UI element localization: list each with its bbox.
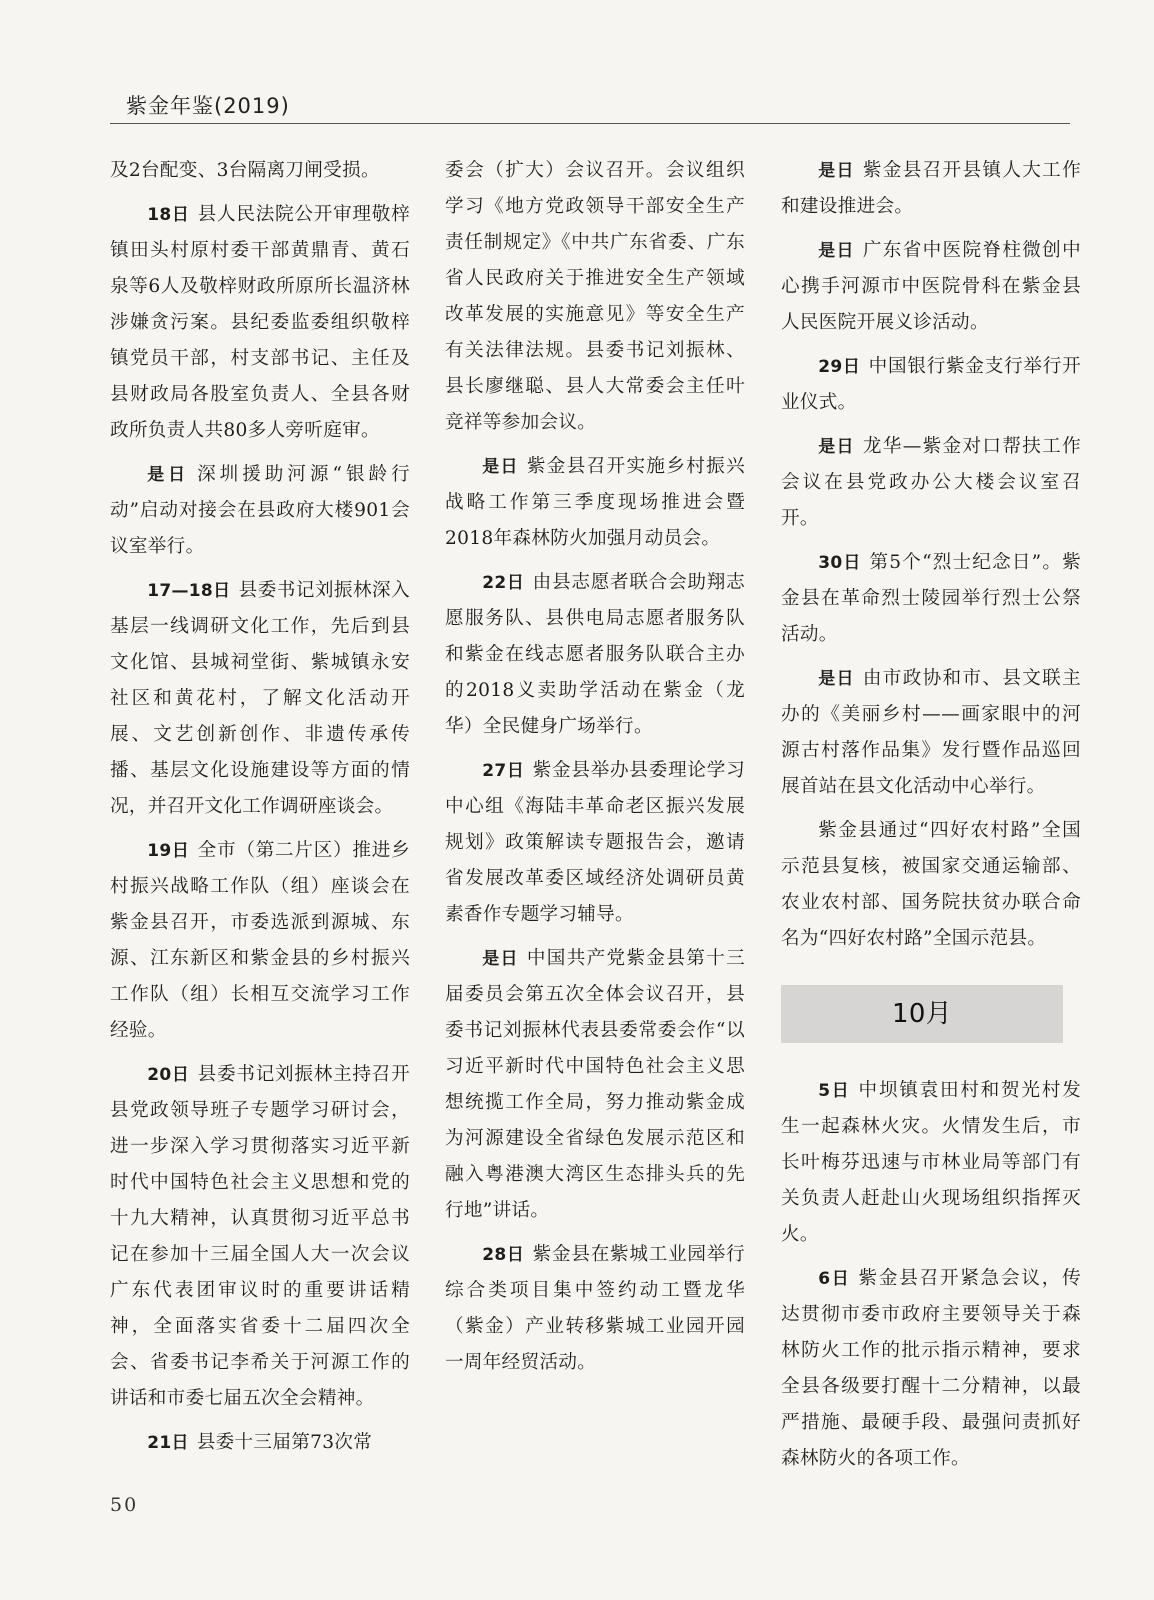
- entry-paragraph: [445, 565, 745, 745]
- entry-text: 紫金县召开县镇人大工作和建设推进会。: [781, 160, 1081, 217]
- entry-date: 是日: [482, 457, 519, 477]
- entry-paragraph: [110, 1057, 410, 1417]
- entry-paragraph: [110, 1425, 410, 1461]
- entry-paragraph: [110, 833, 410, 1049]
- entry-text: 县委书记刘振林深入基层一线调研文化工作，先后到县文化馆、县城祠堂街、紫城镇永安社区和黄花村，了解文化活动开展、文艺创新创作、非遗传承传播、基层文化设施建设等方面的情况，并召开文化工作调研座谈会。: [110, 580, 410, 817]
- entry-text: 县人民法院公开审理敬梓镇田头村原村委干部黄鼎青、黄石泉等6人及敬梓财政所原所长温济林涉嫌贪污案。县纪委监委组织敬梓镇党员干部，村支部书记、主任及县财政局各股室负责人、全县各财政所负责人共80多人旁听庭审。: [110, 204, 410, 441]
- entry-date: 5日: [818, 1081, 851, 1101]
- entry-paragraph: [781, 349, 1081, 421]
- entry-date: 17—18日: [147, 581, 231, 601]
- entry-date: 27日: [482, 761, 525, 781]
- entry-date: 是日: [818, 241, 855, 261]
- entry-paragraph: [781, 813, 1081, 957]
- entry-paragraph: [781, 661, 1081, 805]
- entry-paragraph: [781, 233, 1081, 341]
- entry-date: 19日: [147, 841, 190, 861]
- entry-text: 紫金县召开实施乡村振兴战略工作第三季度现场推进会暨2018年森林防火加强月动员会。: [445, 456, 745, 549]
- entry-paragraph: [781, 153, 1081, 225]
- entry-date: 21日: [147, 1433, 189, 1453]
- entry-text: 由市政协和市、县文联主办的《美丽乡村——画家眼中的河源古村落作品集》发行暨作品巡回展首站在县文化活动中心举行。: [781, 668, 1081, 797]
- entry-text: 广东省中医院脊柱微创中心携手河源市中医院骨科在紫金县人民医院开展义诊活动。: [781, 240, 1081, 333]
- column-2: [445, 153, 745, 1389]
- entry-text: 紫金县召开紧急会议，传达贯彻市委市政府主要领导关于森林防火工作的批示指示精神，要求全县各级要打醒十二分精神，以最严措施、最硬手段、最强问责抓好森林防火的各项工作。: [781, 1268, 1081, 1469]
- entry-paragraph: [110, 153, 410, 189]
- entry-text: 中坝镇袁田村和贺光村发生一起森林火灾。火情发生后，市长叶梅芬迅速与市林业局等部门有关负责人赶赴山火现场组织指挥灭火。: [781, 1080, 1081, 1245]
- column-3: [781, 153, 1081, 1485]
- entry-paragraph: [781, 429, 1081, 537]
- entry-date: 是日: [818, 161, 855, 181]
- entry-paragraph: [110, 573, 410, 825]
- entry-date: 是日: [147, 465, 190, 485]
- entry-date: 30日: [818, 553, 862, 573]
- entry-paragraph: [110, 457, 410, 565]
- entry-paragraph: [445, 753, 745, 933]
- entry-text: 中国共产党紫金县第十三届委员会第五次全体会议召开，县委书记刘振林代表县委常委会作“以习近平新时代中国特色社会主义思想统揽工作全局，努力推动紫金成为河源建设全省绿色发展示范区和融入粤港澳大湾区生态排头兵的先行地”讲话。: [445, 948, 745, 1221]
- entry-date: 20日: [147, 1065, 190, 1085]
- entry-text: 及2台配变、3台隔离刀闸受损。: [110, 160, 380, 181]
- entry-paragraph: [110, 197, 410, 449]
- entry-text: 县委十三届第73次常: [196, 1432, 373, 1453]
- entry-text: 龙华—紫金对口帮扶工作会议在县党政办公大楼会议室召开。: [781, 436, 1081, 529]
- entry-paragraph: [781, 545, 1081, 653]
- entry-date: 28日: [482, 1245, 525, 1265]
- entry-text: 紫金县在紫城工业园举行综合类项目集中签约动工暨龙华（紫金）产业转移紫城工业园开园一周年经贸活动。: [445, 1244, 745, 1373]
- entry-text: 委会（扩大）会议召开。会议组织学习《地方党政领导干部安全生产责任制规定》《中共广东省委、广东省人民政府关于推进安全生产领域改革发展的实施意见》等安全生产有关法律法规。县委书记刘振林、县长廖继聪、县人大常委会主任叶竞祥等参加会议。: [445, 160, 745, 433]
- entry-paragraph: [445, 1237, 745, 1381]
- entry-text: 县委书记刘振林主持召开县党政领导班子专题学习研讨会，进一步深入学习贯彻落实习近平新时代中国特色社会主义思想和党的十九大精神，认真贯彻习近平总书记在参加十三届全国人大一次会议广东代表团审议时的重要讲话精神，全面落实省委十二届四次全会、省委书记李希关于河源工作的讲话和市委七届五次全会精神。: [110, 1064, 410, 1409]
- page-number: 50: [110, 1494, 139, 1516]
- entry-text: 紫金县举办县委理论学习中心组《海陆丰革命老区振兴发展规划》政策解读专题报告会，邀请省发展改革委区域经济处调研员黄素香作专题学习辅导。: [445, 760, 745, 925]
- entry-text: 紫金县通过“四好农村路”全国示范县复核，被国家交通运输部、农业农村部、国务院扶贫办联合命名为“四好农村路”全国示范县。: [781, 820, 1081, 949]
- month-heading: 10月: [781, 985, 1063, 1043]
- entry-text: 深圳援助河源“银龄行动”启动对接会在县政府大楼901会议室举行。: [110, 464, 410, 557]
- entry-paragraph: [781, 1261, 1081, 1477]
- entry-date: 6日: [818, 1269, 851, 1289]
- entry-text: 第5个“烈士纪念日”。紫金县在革命烈士陵园举行烈士公祭活动。: [781, 552, 1081, 645]
- entry-text: 由县志愿者联合会助翔志愿服务队、县供电局志愿者服务队和紫金在线志愿者服务队联合主办的2018义卖助学活动在紫金（龙华）全民健身广场举行。: [445, 572, 745, 737]
- entry-date: 是日: [818, 437, 855, 457]
- column-1: [110, 153, 410, 1469]
- entry-text: 中国银行紫金支行举行开业仪式。: [781, 356, 1081, 413]
- entry-paragraph: [445, 153, 745, 441]
- entry-date: 是日: [482, 949, 519, 969]
- entry-date: 29日: [818, 357, 861, 377]
- header-divider: [110, 123, 1070, 124]
- entry-date: 22日: [482, 573, 525, 593]
- entry-paragraph: [781, 1073, 1081, 1253]
- entry-paragraph: [445, 449, 745, 557]
- entry-date: 是日: [818, 669, 855, 689]
- entry-date: 18日: [147, 205, 190, 225]
- entry-paragraph: [445, 941, 745, 1229]
- page-header-title: 紫金年鉴(2019): [126, 94, 290, 118]
- entry-text: 全市（第二片区）推进乡村振兴战略工作队（组）座谈会在紫金县召开，市委选派到源城、东源、江东新区和紫金县的乡村振兴工作队（组）长相互交流学习工作经验。: [110, 840, 410, 1041]
